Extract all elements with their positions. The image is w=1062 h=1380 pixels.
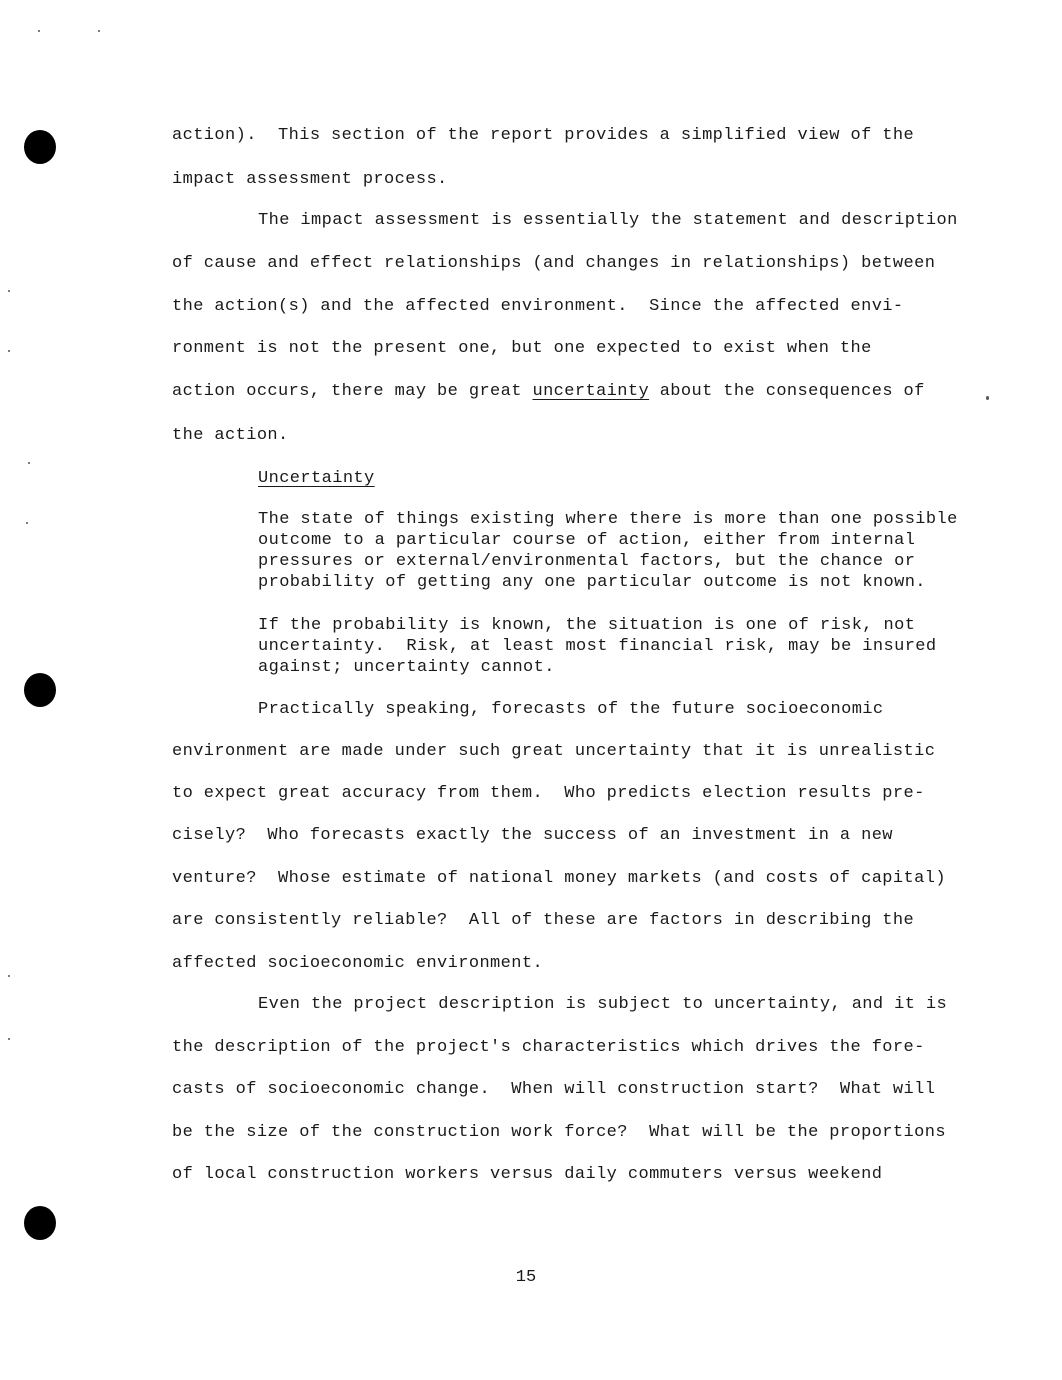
- scan-speck: [986, 396, 989, 400]
- text-line: be the size of the construction work force? What will be the proportions: [172, 1123, 946, 1142]
- text-line: Even the project description is subject to uncertainty, and it is: [258, 995, 948, 1014]
- underlined-term: uncertainty: [532, 382, 650, 401]
- scan-speck: [8, 1038, 10, 1040]
- text-span: about the consequences of: [649, 382, 925, 401]
- text-line: Practically speaking, forecasts of the future socioeconomic: [258, 700, 884, 719]
- text-line: environment are made under such great uncertainty that it is unrealistic: [172, 742, 936, 761]
- text-line: affected socioeconomic environment.: [172, 954, 544, 973]
- text-line: are consistently reliable? All of these are factors in describing the: [172, 911, 915, 930]
- text-line: of local construction workers versus daily commuters versus weekend: [172, 1165, 883, 1184]
- definition-line: The state of things existing where there is more than one possible: [258, 510, 958, 529]
- text-line: casts of socioeconomic change. When will construction start? What will: [172, 1080, 936, 1099]
- definition-line: If the probability is known, the situation is one of risk, not: [258, 616, 916, 635]
- text-line: venture? Whose estimate of national money markets (and costs of capital): [172, 869, 946, 888]
- scan-speck: [26, 522, 28, 524]
- punch-hole-middle: [24, 673, 56, 707]
- definition-line: outcome to a particular course of action, either from internal: [258, 531, 916, 550]
- text-line: the action.: [172, 426, 289, 445]
- text-line: the action(s) and the affected environment. Since the affected envi-: [172, 297, 904, 316]
- text-line: the description of the project's characteristics which drives the fore-: [172, 1038, 925, 1057]
- scan-speck: [8, 290, 10, 292]
- text-line: impact assessment process.: [172, 170, 448, 189]
- definition-line: against; uncertainty cannot.: [258, 658, 555, 677]
- punch-hole-bottom: [24, 1206, 56, 1240]
- scan-speck: [28, 462, 30, 464]
- text-line: ronment is not the present one, but one expected to exist when the: [172, 339, 872, 358]
- scan-speck: [98, 30, 100, 32]
- definition-line: pressures or external/environmental factors, but the chance or: [258, 552, 916, 571]
- text-line: cisely? Who forecasts exactly the success of an investment in a new: [172, 826, 893, 845]
- text-line: action). This section of the report provides a simplified view of the: [172, 126, 915, 145]
- definition-heading: Uncertainty: [258, 469, 375, 488]
- text-line: [172, 382, 925, 402]
- page-number: 15: [515, 1268, 537, 1287]
- text-line: of cause and effect relationships (and changes in relationships) between: [172, 254, 936, 273]
- scan-speck: [38, 30, 40, 32]
- definition-line: uncertainty. Risk, at least most financial risk, may be insured: [258, 637, 937, 656]
- scan-speck: [8, 975, 10, 977]
- text-line: to expect great accuracy from them. Who predicts election results pre-: [172, 784, 925, 803]
- definition-line: probability of getting any one particular outcome is not known.: [258, 573, 926, 592]
- text-span: action occurs, there may be great: [172, 382, 533, 401]
- punch-hole-top: [24, 130, 56, 164]
- scan-speck: [8, 350, 10, 352]
- text-line: The impact assessment is essentially the statement and description: [258, 211, 958, 230]
